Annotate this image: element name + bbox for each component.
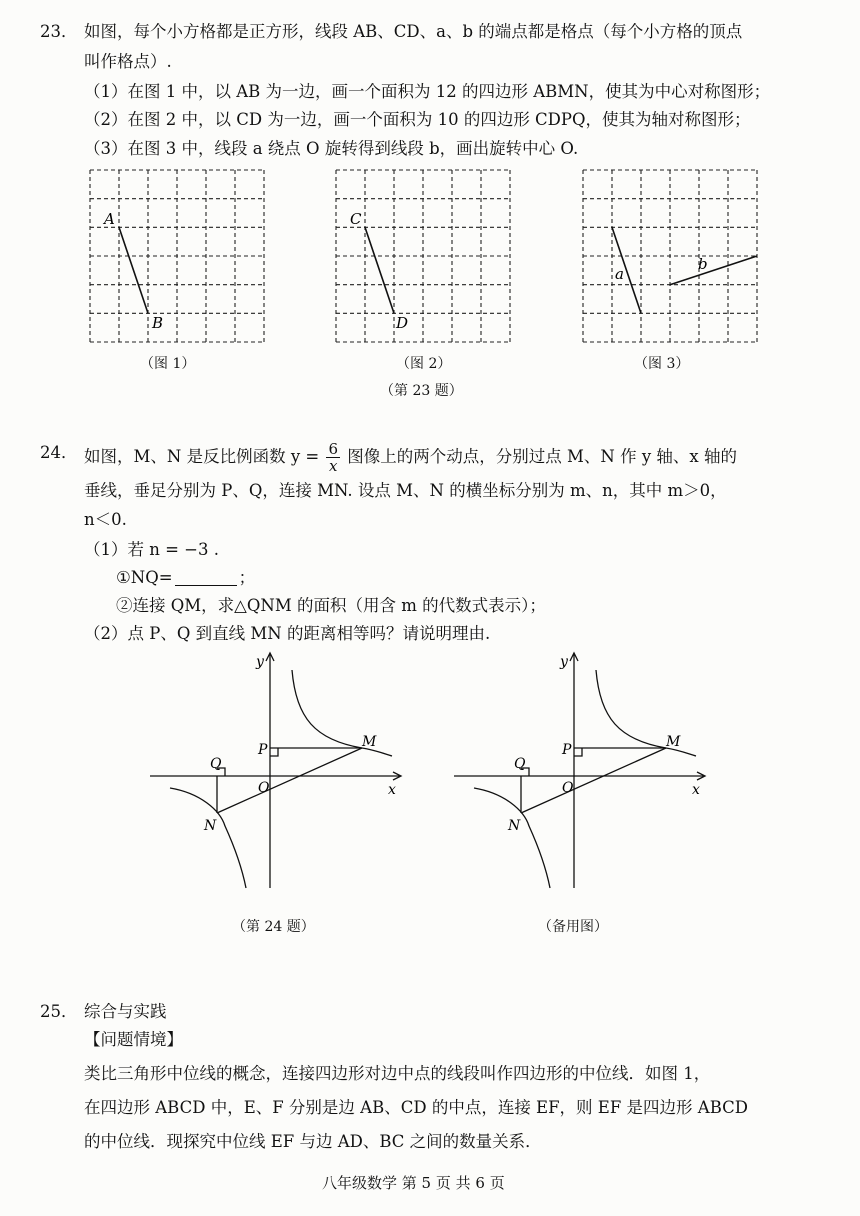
q24-part1: （1）若 n = −3 . <box>84 540 219 559</box>
y-axis-label: y <box>560 654 568 670</box>
q25-title: 综合与实践 <box>84 1002 167 1021</box>
label-d: D <box>396 314 409 332</box>
segment-cd <box>365 227 394 313</box>
label-seg-a: a <box>615 265 624 283</box>
q24-sub1 <box>116 566 255 590</box>
x-axis-label: x <box>692 782 700 798</box>
q24-number: 24． <box>40 443 78 462</box>
label-b: B <box>152 314 164 332</box>
q24-stem-line1 <box>84 441 737 474</box>
label-a: A <box>104 210 115 228</box>
origin-label: O <box>258 780 270 796</box>
point-p-label: P <box>562 742 572 758</box>
q23-stem-line2: 叫作格点）. <box>84 52 172 71</box>
q24-sub1-pre: ①NQ= <box>116 568 173 587</box>
fig2-caption: （图 2） <box>396 356 452 372</box>
q23-figure-1 <box>86 166 276 346</box>
point-q-label: Q <box>210 756 222 772</box>
answer-blank <box>175 569 237 586</box>
q24-caption-backup: （备用图） <box>538 919 608 935</box>
point-q-label: Q <box>514 756 526 772</box>
q23-part1: （1）在图 1 中，以 AB 为一边，画一个面积为 12 的四边形 ABMN，使其为中心对称图形； <box>84 82 771 101</box>
label-c: C <box>350 210 362 228</box>
q23-figure-2 <box>332 166 522 346</box>
point-p-label: P <box>258 742 268 758</box>
q24-stem-line2: 垂线，垂足分别为 P、Q，连接 MN. 设点 M、N 的横坐标分别为 m、n，其中 m＞0， <box>84 481 727 500</box>
q24-caption-main: （第 24 题） <box>232 919 315 935</box>
q23-number: 23． <box>40 22 78 41</box>
origin-label: O <box>562 780 574 796</box>
x-axis-label: x <box>388 782 396 798</box>
fraction-6-over-x <box>326 441 340 474</box>
segment-ab <box>119 227 148 313</box>
q25-body-line3: 的中位线．现探究中位线 EF 与边 AD、BC 之间的数量关系． <box>84 1132 542 1151</box>
q24-graph-main <box>140 648 410 898</box>
q25-body-line2: 在四边形 ABCD 中，E、F 分别是边 AB、CD 的中点，连接 EF，则 EF 是四边形 ABCD <box>84 1098 748 1117</box>
q24-sub2: ②连接 QM，求△QNM 的面积（用含 m 的代数式表示）； <box>116 596 546 615</box>
label-seg-b: b <box>698 255 708 273</box>
q25-section: 【问题情境】 <box>84 1030 183 1049</box>
y-axis-label: y <box>256 654 264 670</box>
q23-part2: （2）在图 2 中，以 CD 为一边，画一个面积为 10 的四边形 CDPQ，使其为轴对称图形； <box>84 110 751 129</box>
q24-stem-line3: n＜0. <box>84 510 127 529</box>
q24-sub1-post: ； <box>238 568 256 587</box>
point-m-label: M <box>666 734 681 750</box>
q24-stem-pre: 如图，M、N 是反比例函数 y = <box>84 447 320 466</box>
fig1-caption: （图 1） <box>140 356 196 372</box>
q25-body-line1: 类比三角形中位线的概念，连接四边形对边中点的线段叫作四边形的中位线．如图 1， <box>84 1064 711 1083</box>
point-n-label: N <box>204 818 217 834</box>
q23-part3: （3）在图 3 中，线段 a 绕点 O 旋转得到线段 b，画出旋转中心 O. <box>84 139 579 158</box>
segment-b <box>670 256 757 285</box>
q23-stem-line1: 如图，每个小方格都是正方形，线段 AB、CD、a、b 的端点都是格点（每个小方格的顶点 <box>84 22 743 41</box>
fraction-denominator: x <box>329 457 338 475</box>
q24-part2: （2）点 P、Q 到直线 MN 的距离相等吗？请说明理由. <box>84 624 491 643</box>
q24-stem-post: 图像上的两个动点，分别过点 M、N 作 y 轴、x 轴的 <box>347 447 737 466</box>
fraction-numerator: 6 <box>328 440 339 458</box>
q23-figure-caption: （第 23 题） <box>380 383 463 399</box>
q25-number: 25． <box>40 1002 78 1021</box>
point-m-label: M <box>362 734 377 750</box>
point-n-label: N <box>508 818 521 834</box>
q23-figure-3 <box>579 166 769 346</box>
q24-graph-backup <box>444 648 714 898</box>
page-footer: 八年级数学 第 5 页 共 6 页 <box>322 1174 505 1192</box>
fig3-caption: （图 3） <box>634 356 690 372</box>
